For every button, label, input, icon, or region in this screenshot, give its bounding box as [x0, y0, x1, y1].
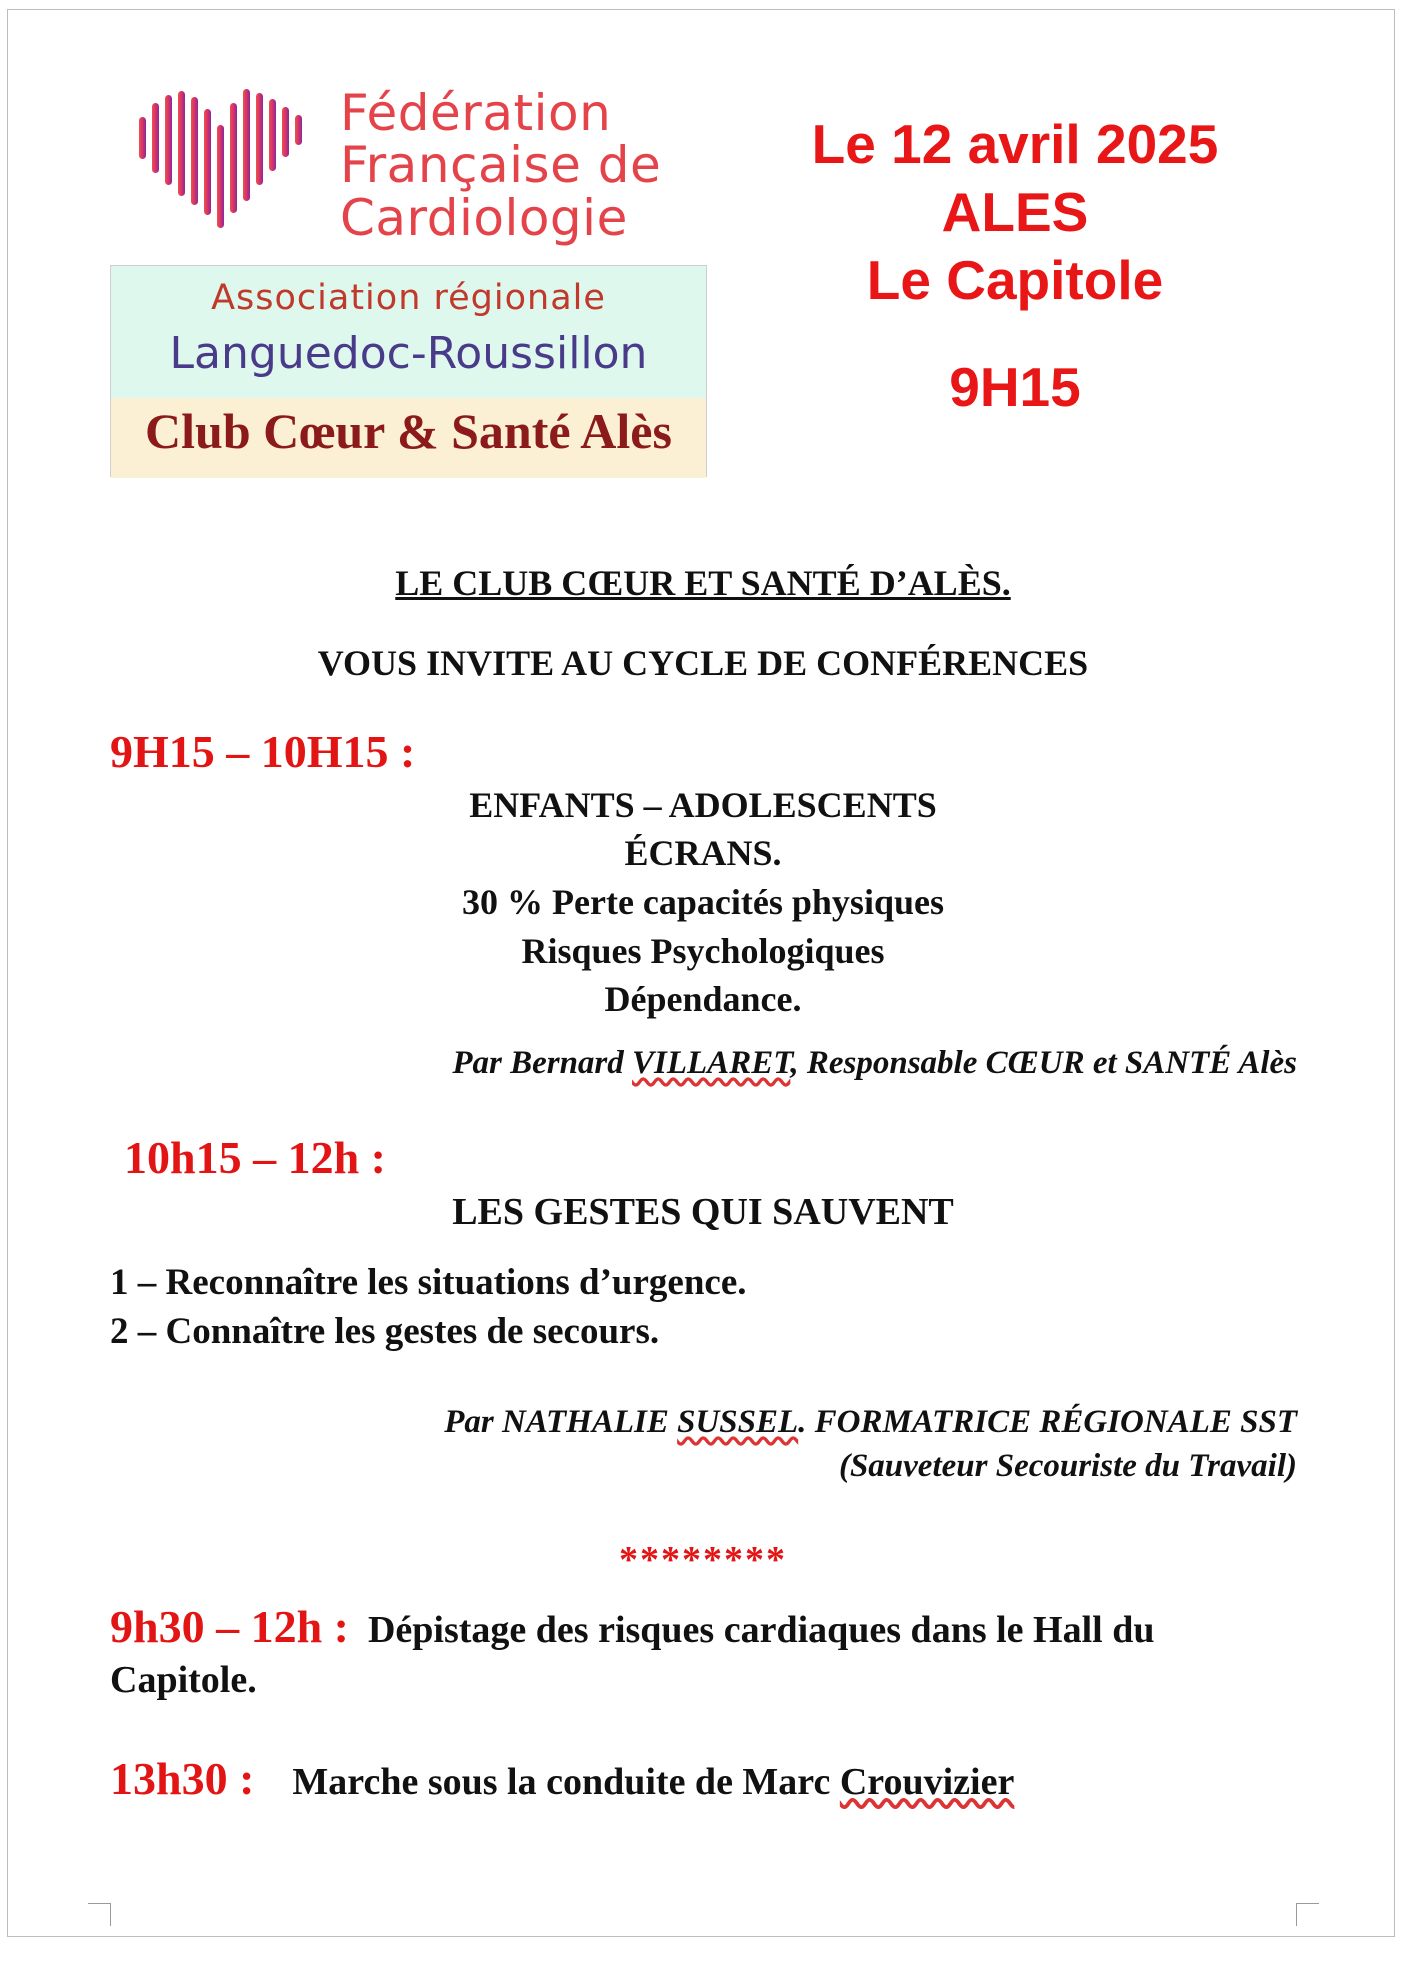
speaker-role: , Responsable CŒUR et SANTÉ Alès — [790, 1045, 1297, 1081]
session1-time: 9H15 – 10H15 : — [110, 726, 416, 777]
session2-time: 10h15 – 12h : — [124, 1132, 386, 1183]
region-name: Languedoc-Roussillon — [169, 328, 648, 379]
session2-speaker-note: (Sauveteur Secouriste du Travail) — [838, 1448, 1297, 1484]
association-label: Association régionale — [211, 278, 606, 318]
screening-text-cont: Capitole. — [110, 1659, 257, 1701]
association-box — [110, 265, 707, 477]
session1-speaker — [452, 1045, 1297, 1082]
session1-line: 30 % Perte capacités physiques — [462, 882, 944, 922]
page-gap — [0, 1937, 1406, 1988]
session1-line: ENFANTS – ADOLESCENTS — [469, 785, 937, 825]
session1-line: Dépendance. — [604, 979, 802, 1019]
walk-row — [110, 1752, 1014, 1805]
ffc-name-line3: Cardiologie — [340, 189, 628, 247]
speaker-prefix: Par NATHALIE — [444, 1404, 678, 1440]
screening-row — [110, 1600, 1154, 1653]
ffc-name-line2: Française de — [340, 136, 662, 194]
screening-text: Dépistage des risques cardiaques dans le Hall du — [367, 1609, 1155, 1651]
event-city: ALES — [941, 181, 1089, 243]
event-venue: Le Capitole — [866, 249, 1164, 311]
intro-subtitle: VOUS INVITE AU CYCLE DE CONFÉRENCES — [317, 643, 1089, 683]
intro-title-row — [0, 562, 1406, 604]
speaker-name: SUSSEL — [677, 1404, 799, 1440]
ffc-name-line1: Fédération — [340, 84, 612, 142]
walk-leader-name: Crouvizier — [839, 1761, 1015, 1803]
session2-title: LES GESTES QUI SAUVENT — [452, 1191, 954, 1233]
screening-time: 9h30 – 12h : — [110, 1601, 349, 1652]
speaker-prefix: Par Bernard — [452, 1045, 633, 1081]
session1-line: ÉCRANS. — [624, 833, 782, 873]
intro-title: LE CLUB CŒUR ET SANTÉ D’ALÈS. — [395, 563, 1011, 603]
speaker-name: VILLARET — [632, 1045, 791, 1081]
speaker-role: . FORMATRICE RÉGIONALE SST — [798, 1404, 1297, 1440]
ffc-heart-logo — [135, 85, 305, 240]
page-corner-mark — [88, 1903, 111, 1926]
walk-time: 13h30 : — [110, 1753, 255, 1804]
session2-item: 2 – Connaître les gestes de secours. — [110, 1311, 660, 1352]
walk-text: Marche sous la conduite de Marc — [292, 1761, 840, 1803]
session1-line: Risques Psychologiques — [521, 931, 885, 971]
session2-item: 1 – Reconnaître les situations d’urgence. — [110, 1262, 747, 1303]
page-corner-mark — [1296, 1903, 1319, 1926]
club-name: Club Cœur & Santé Alès — [145, 403, 672, 459]
session2-speaker — [444, 1404, 1297, 1441]
event-date: Le 12 avril 2025 — [811, 113, 1219, 175]
separator: ******** — [619, 1539, 787, 1581]
event-time: 9H15 — [949, 356, 1081, 418]
